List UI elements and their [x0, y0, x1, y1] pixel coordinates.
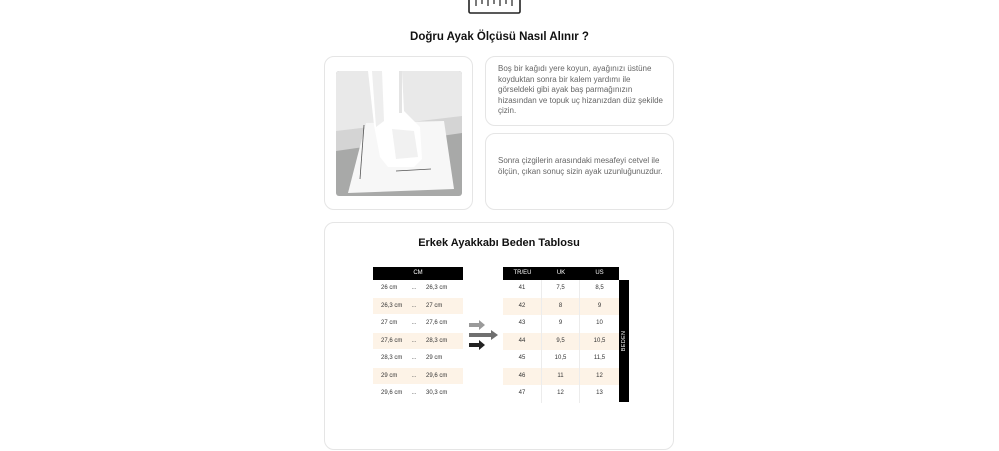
size-uk: 9,5: [542, 333, 580, 351]
step-2-text: Sonra çizgilerin arasındaki mesafeyi cetvel ile ölçün, çıkan sonuç sizin ayak uzunluğunuzdur.: [498, 156, 663, 176]
size-us: 11,5: [593, 355, 606, 361]
cm-from: 29 cm: [381, 372, 398, 379]
size-table-title: Erkek Ayakkabı Beden Tablosu: [418, 237, 580, 249]
size-tr-eu: 44: [503, 333, 542, 351]
cm-separator: ...: [411, 355, 417, 362]
image-card: [324, 56, 473, 210]
cm-row: [373, 298, 463, 316]
cm-separator: ...: [411, 337, 417, 344]
cm-row: [373, 350, 463, 368]
size-tr-eu: 46: [503, 368, 542, 386]
cm-from: 26,3 cm: [381, 302, 403, 309]
size-header-us: US: [595, 270, 604, 276]
cm-separator: ...: [411, 285, 417, 292]
cm-separator: ...: [411, 302, 417, 309]
ruler-icon: [468, 0, 521, 15]
cm-row: [373, 368, 463, 386]
step-card-1: [485, 56, 674, 126]
size-tr-eu: 42: [503, 298, 542, 316]
cm-row: [373, 280, 463, 298]
size-header-tr-eu: TR/EU: [513, 270, 532, 276]
size-row: [503, 385, 619, 403]
size-row: [503, 280, 619, 298]
size-uk: 7,5: [542, 280, 580, 298]
beden-label: BEDEN: [621, 330, 627, 352]
beden-side-bar: [619, 280, 629, 402]
step-card-2: [485, 133, 674, 210]
size-table-card: [324, 222, 674, 450]
size-uk: 10,5: [542, 350, 580, 368]
cm-table: [373, 267, 463, 403]
cm-from: 26 cm: [381, 285, 398, 292]
size-row: [503, 298, 619, 316]
size-table: [503, 267, 619, 403]
size-uk: 11: [542, 368, 580, 386]
size-us: 10,5: [593, 337, 606, 344]
cm-to: 29 cm: [426, 355, 443, 362]
cm-from: 28,3 cm: [381, 355, 403, 362]
arrow-right-icon: [469, 320, 501, 350]
size-row: [503, 333, 619, 351]
size-row: [503, 350, 619, 368]
size-row: [503, 368, 619, 386]
size-tr-eu: 43: [503, 315, 542, 333]
size-tr-eu: 45: [503, 350, 542, 368]
cm-to: 30,3 cm: [426, 390, 448, 397]
size-tr-eu: 41: [503, 280, 542, 298]
cm-separator: ...: [411, 390, 417, 397]
size-us: 13: [596, 390, 603, 396]
cm-row: [373, 385, 463, 403]
size-row: [503, 315, 619, 333]
size-tr-eu: 47: [503, 385, 542, 403]
cm-separator: ...: [411, 320, 417, 327]
cm-from: 27 cm: [381, 320, 398, 327]
cm-to: 26,3 cm: [426, 285, 448, 292]
cm-row: [373, 315, 463, 333]
size-header-uk: UK: [556, 270, 566, 276]
step-1-text: Boş bir kağıdı yere koyun, ayağınızı üstüne koyduktan sonra bir kalem yardımı ile görseldeki gibi ayak baş parmağınızın hizasından ve topuk uç hizanızdan düz şekilde çizin.: [498, 64, 663, 115]
cm-row: [373, 333, 463, 351]
foot-measure-photo: [336, 71, 462, 196]
size-uk: 12: [542, 385, 580, 403]
size-us: 9: [597, 302, 602, 309]
size-us: 8,5: [595, 285, 604, 291]
size-us: 12: [596, 372, 603, 379]
cm-to: 29,6 cm: [426, 372, 448, 379]
size-us: 10: [596, 320, 603, 326]
size-header-row: [503, 267, 619, 280]
size-uk: 9: [542, 315, 580, 333]
cm-from: 27,6 cm: [381, 337, 403, 344]
cm-separator: ...: [411, 372, 417, 379]
size-uk: 8: [542, 298, 580, 316]
page-title: Doğru Ayak Ölçüsü Nasıl Alınır ?: [410, 31, 589, 43]
cm-to: 27 cm: [426, 302, 443, 309]
cm-to: 27,6 cm: [426, 320, 448, 327]
cm-from: 29,6 cm: [381, 390, 403, 397]
cm-to: 28,3 cm: [426, 337, 448, 344]
cm-header: CM: [373, 267, 463, 280]
